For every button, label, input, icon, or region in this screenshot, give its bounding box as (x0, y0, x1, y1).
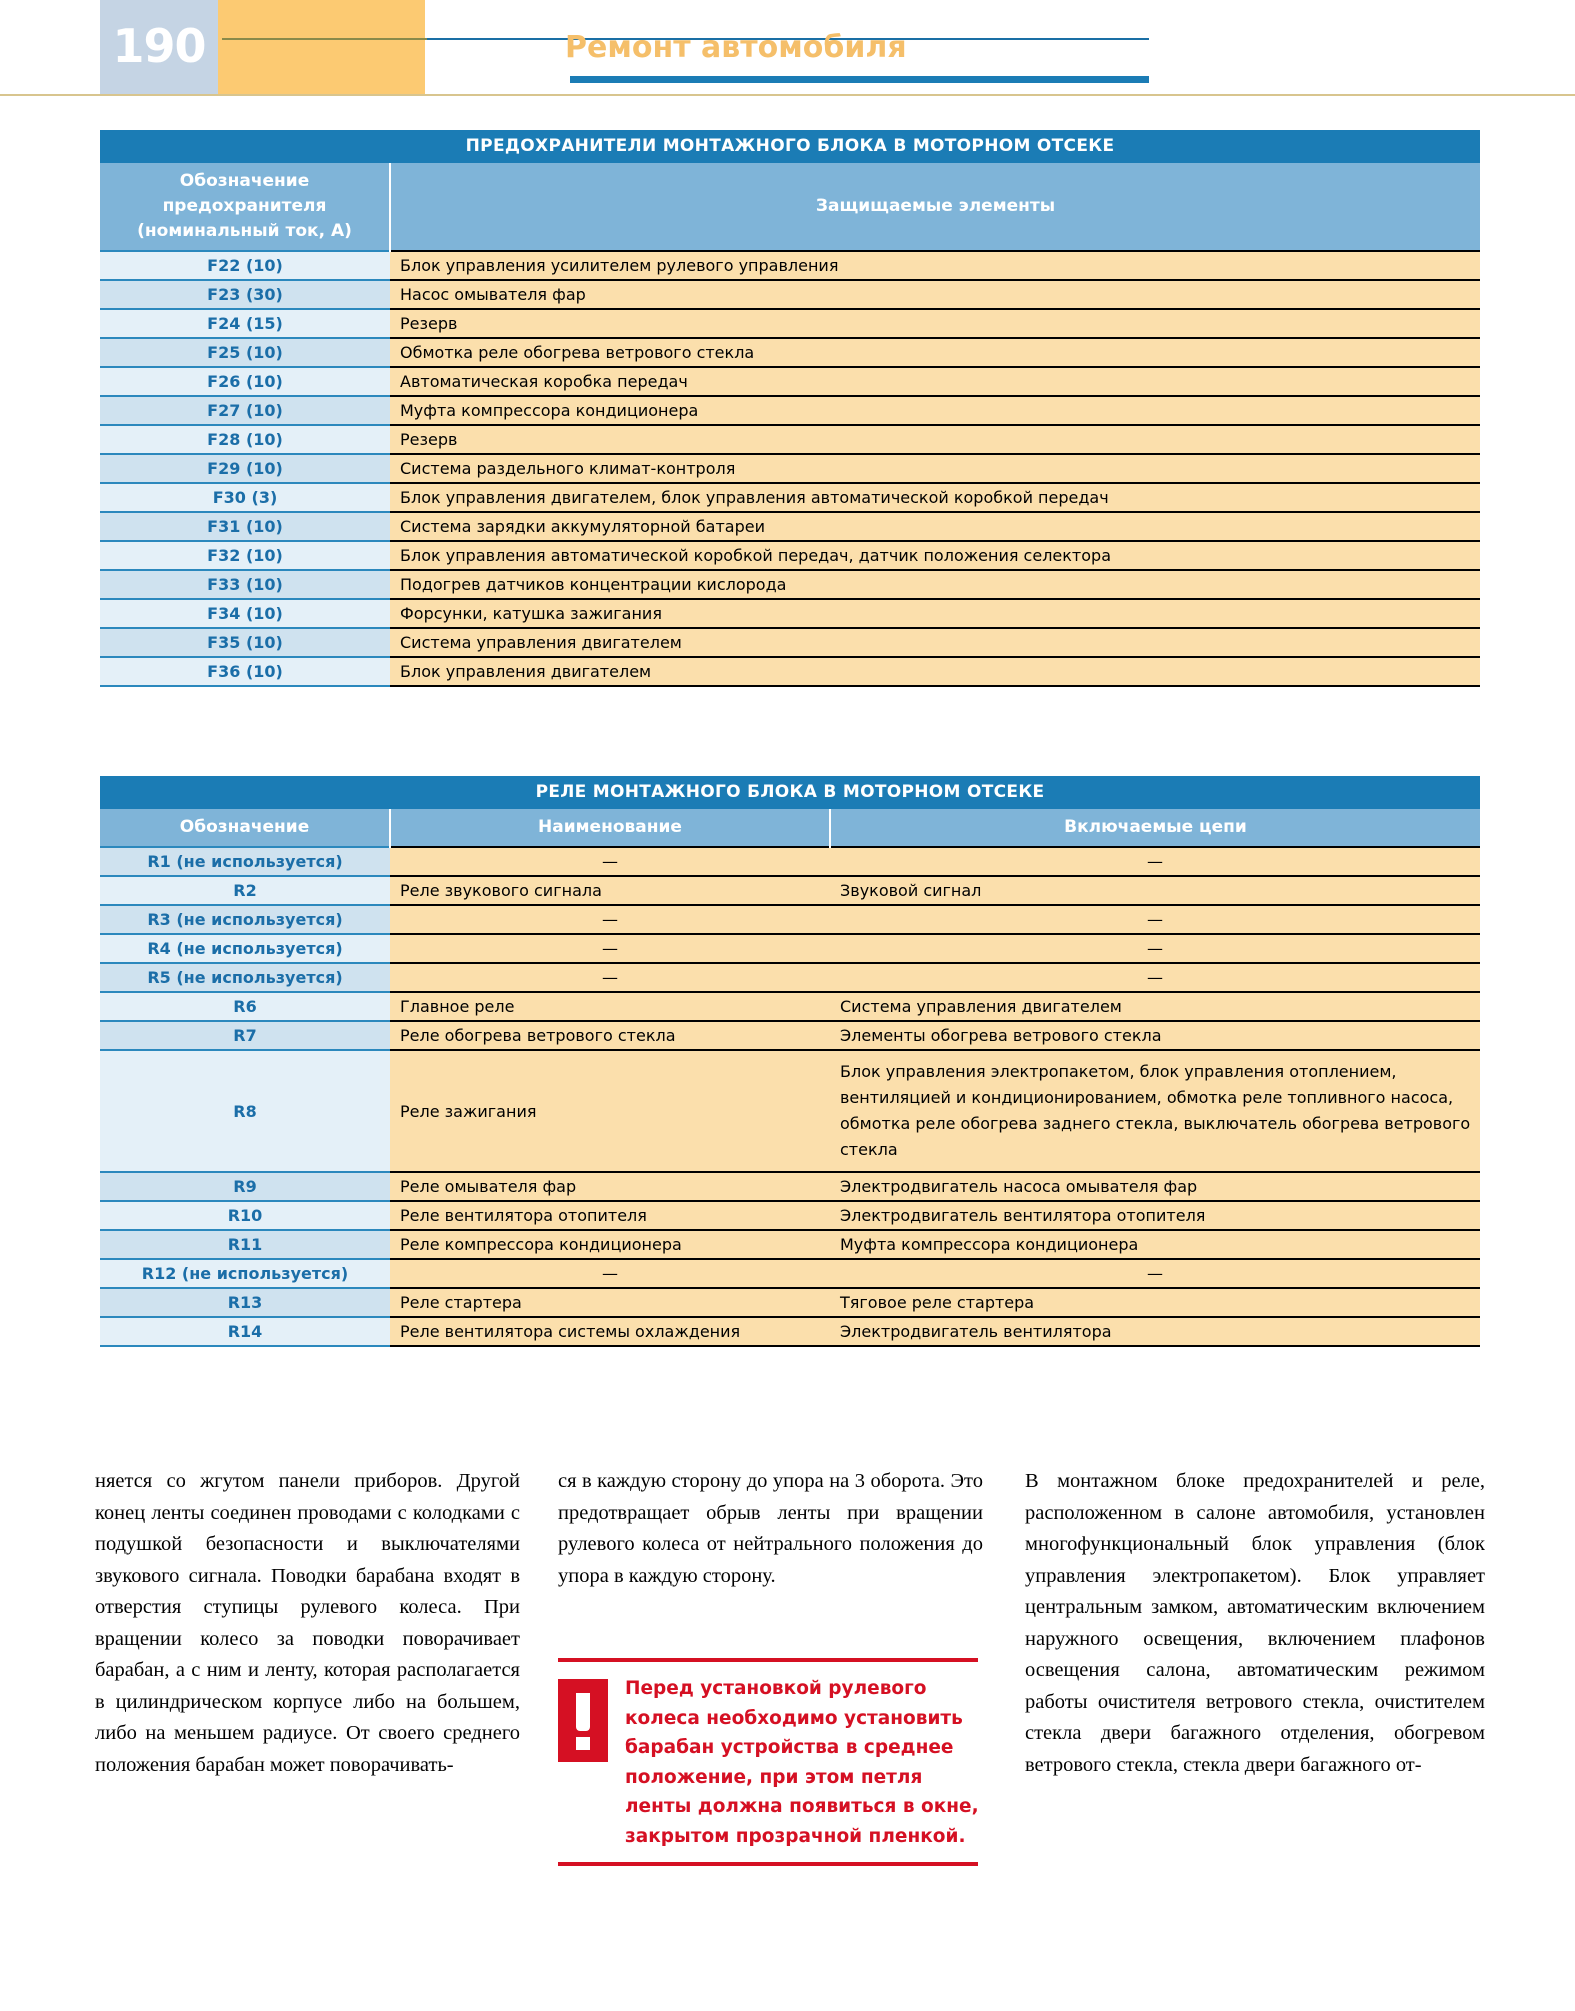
fuse-description: Блок управления усилителем рулевого управления (390, 251, 1480, 280)
table-row (100, 963, 1480, 992)
fuse-table (100, 130, 1480, 687)
table-row (100, 1172, 1480, 1201)
relay-name: — (390, 963, 830, 992)
header-bottom-rule (0, 94, 1575, 96)
fuse-code: F33 (10) (100, 570, 390, 599)
fuse-description: Автоматическая коробка передач (390, 367, 1480, 396)
relay-table-container (100, 776, 1480, 1347)
fuse-description: Блок управления автоматической коробкой передач, датчик положения селектора (390, 541, 1480, 570)
table-row (100, 425, 1480, 454)
body-column-3 (1025, 1466, 1485, 1781)
fuse-description: Насос омывателя фар (390, 280, 1480, 309)
table-row (100, 628, 1480, 657)
relay-name: Реле обогрева ветрового стекла (390, 1021, 830, 1050)
body-paragraph-2: ся в каждую сторону до упора на 3 оборота. Это предотвращает обрыв ленты при вращении рулевого колеса от нейтрального положения до упора в каждую сторону. (558, 1470, 983, 1587)
table-row (100, 1021, 1480, 1050)
article-body (95, 1466, 1495, 2011)
relay-code: R6 (100, 992, 390, 1021)
body-paragraph-3: В монтажном блоке предохранителей и реле, расположенном в салоне автомобиля, установлен многофункциональный блок управления (блок управления электропакетом). Блок управляет центральным замком, автоматическим включением наружного освещения, включением плафонов освещения салона, автоматическим режимом работы очистителя ветрового стекла, очистителем стекла двери багажного отделения, обогревом ветрового стекла, стекла двери багажного от- (1025, 1470, 1485, 1776)
fuse-code: F31 (10) (100, 512, 390, 541)
table-row (100, 847, 1480, 876)
relay-name: Реле звукового сигнала (390, 876, 830, 905)
relay-circuits: Звуковой сигнал (830, 876, 1480, 905)
table-row (100, 1230, 1480, 1259)
warning-callout (558, 1658, 983, 1866)
table-row (100, 1317, 1480, 1346)
header-rule-left (222, 38, 427, 40)
fuse-col-header-code-line3: (номинальный ток, А) (137, 221, 352, 241)
relay-table-body (100, 847, 1480, 1346)
header-accent-block (218, 0, 425, 94)
fuse-code: F32 (10) (100, 541, 390, 570)
fuse-code: F30 (3) (100, 483, 390, 512)
fuse-col-header-code-line1: Обозначение (179, 171, 310, 191)
relay-name: — (390, 847, 830, 876)
table-row (100, 876, 1480, 905)
table-row (100, 905, 1480, 934)
relay-circuits: — (830, 847, 1480, 876)
page-header (0, 0, 1575, 110)
table-row (100, 570, 1480, 599)
relay-col-header-name: Наименование (390, 809, 830, 847)
relay-circuits: Электродвигатель вентилятора (830, 1317, 1480, 1346)
relay-circuits: Муфта компрессора кондиционера (830, 1230, 1480, 1259)
page-title: Ремонт автомобиля (565, 30, 907, 65)
fuse-description: Блок управления двигателем, блок управления автоматической коробкой передач (390, 483, 1480, 512)
fuse-description: Обмотка реле обогрева ветрового стекла (390, 338, 1480, 367)
relay-code: R8 (100, 1050, 390, 1172)
fuse-col-header-description: Защищаемые элементы (390, 163, 1480, 251)
fuse-description: Блок управления двигателем (390, 657, 1480, 686)
relay-table-caption: РЕЛЕ МОНТАЖНОГО БЛОКА В МОТОРНОМ ОТСЕКЕ (100, 776, 1480, 809)
relay-code: R10 (100, 1201, 390, 1230)
table-row (100, 396, 1480, 425)
page-number: 190 (112, 19, 206, 73)
relay-circuits: — (830, 1259, 1480, 1288)
table-row (100, 483, 1480, 512)
relay-name: — (390, 934, 830, 963)
relay-circuits: Электродвигатель вентилятора отопителя (830, 1201, 1480, 1230)
relay-circuits: — (830, 934, 1480, 963)
relay-circuits: Система управления двигателем (830, 992, 1480, 1021)
relay-name: Реле вентилятора отопителя (390, 1201, 830, 1230)
fuse-description: Система управления двигателем (390, 628, 1480, 657)
table-row (100, 309, 1480, 338)
relay-table (100, 776, 1480, 1347)
relay-circuits: Элементы обогрева ветрового стекла (830, 1021, 1480, 1050)
body-column-2 (558, 1466, 983, 1592)
relay-col-header-code: Обозначение (100, 809, 390, 847)
relay-name: — (390, 905, 830, 934)
fuse-description: Подогрев датчиков концентрации кислорода (390, 570, 1480, 599)
relay-code: R13 (100, 1288, 390, 1317)
fuse-code: F29 (10) (100, 454, 390, 483)
warning-content (558, 1674, 983, 1851)
relay-code: R7 (100, 1021, 390, 1050)
relay-name: Реле омывателя фар (390, 1172, 830, 1201)
fuse-code: F22 (10) (100, 251, 390, 280)
fuse-code: F25 (10) (100, 338, 390, 367)
table-row (100, 338, 1480, 367)
fuse-description: Форсунки, катушка зажигания (390, 599, 1480, 628)
fuse-code: F26 (10) (100, 367, 390, 396)
relay-circuits: — (830, 905, 1480, 934)
relay-name: Реле компрессора кондиционера (390, 1230, 830, 1259)
fuse-description: Резерв (390, 309, 1480, 338)
table-row (100, 599, 1480, 628)
relay-code: R3 (не используется) (100, 905, 390, 934)
fuse-col-header-code-line2: предохранителя (162, 196, 327, 216)
fuse-description: Резерв (390, 425, 1480, 454)
table-row (100, 512, 1480, 541)
exclamation-icon (558, 1679, 608, 1762)
fuse-code: F24 (15) (100, 309, 390, 338)
fuse-col-header-code (100, 163, 390, 251)
fuse-code: F35 (10) (100, 628, 390, 657)
relay-code: R9 (100, 1172, 390, 1201)
exclamation-icon-dot (576, 1737, 590, 1750)
warning-rule-bottom (558, 1862, 978, 1866)
table-row (100, 541, 1480, 570)
fuse-code: F28 (10) (100, 425, 390, 454)
warning-text: Перед установкой рулевого колеса необходимо установить барабан устройства в среднее положение, при этом петля ленты должна появиться в окне, закрытом прозрачной пленкой. (625, 1678, 979, 1847)
table-row (100, 280, 1480, 309)
table-row (100, 251, 1480, 280)
relay-name: Реле зажигания (390, 1050, 830, 1172)
fuse-description: Система раздельного климат-контроля (390, 454, 1480, 483)
fuse-description: Муфта компрессора кондиционера (390, 396, 1480, 425)
relay-code: R5 (не используется) (100, 963, 390, 992)
relay-code: R4 (не используется) (100, 934, 390, 963)
relay-code: R11 (100, 1230, 390, 1259)
relay-code: R1 (не используется) (100, 847, 390, 876)
table-row (100, 1050, 1480, 1172)
relay-name: — (390, 1259, 830, 1288)
body-column-1 (95, 1466, 520, 1781)
fuse-code: F36 (10) (100, 657, 390, 686)
fuse-code: F34 (10) (100, 599, 390, 628)
fuse-description: Система зарядки аккумуляторной батареи (390, 512, 1480, 541)
fuse-table-container (100, 130, 1480, 687)
relay-circuits: — (830, 963, 1480, 992)
fuse-code: F27 (10) (100, 396, 390, 425)
warning-rule-top (558, 1658, 978, 1662)
exclamation-icon-stem (576, 1693, 590, 1731)
table-row (100, 657, 1480, 686)
body-paragraph-1: няется со жгутом панели приборов. Другой конец ленты соединен проводами с колодками с подушкой безопасности и выключателями звукового сигнала. Поводки барабана входят в отверстия ступицы рулевого колеса. При вращении колесо за поводки поворачивает барабан, а с ним и ленту, которая располагается в цилиндрическом корпусе либо на большем, либо на меньшем радиусе. От своего среднего положения барабан может поворачивать- (95, 1470, 520, 1776)
relay-code: R12 (не используется) (100, 1259, 390, 1288)
fuse-code: F23 (30) (100, 280, 390, 309)
relay-name: Главное реле (390, 992, 830, 1021)
header-thick-rule (570, 76, 1149, 83)
relay-circuits: Блок управления электропакетом, блок управления отоплением, вентиляцией и кондиционированием, обмотка реле топливного насоса, обмотка реле обогрева заднего стекла, выключатель обогрева ветрового стекла (830, 1050, 1480, 1172)
table-row (100, 1259, 1480, 1288)
table-row (100, 1288, 1480, 1317)
fuse-table-caption: ПРЕДОХРАНИТЕЛИ МОНТАЖНОГО БЛОКА В МОТОРНОМ ОТСЕКЕ (100, 130, 1480, 163)
fuse-table-body (100, 251, 1480, 686)
relay-col-header-circuits: Включаемые цепи (830, 809, 1480, 847)
table-row (100, 1201, 1480, 1230)
relay-code: R2 (100, 876, 390, 905)
relay-circuits: Тяговое реле стартера (830, 1288, 1480, 1317)
relay-name: Реле стартера (390, 1288, 830, 1317)
relay-circuits: Электродвигатель насоса омывателя фар (830, 1172, 1480, 1201)
relay-name: Реле вентилятора системы охлаждения (390, 1317, 830, 1346)
relay-code: R14 (100, 1317, 390, 1346)
table-row (100, 934, 1480, 963)
table-row (100, 454, 1480, 483)
table-row (100, 992, 1480, 1021)
table-row (100, 367, 1480, 396)
